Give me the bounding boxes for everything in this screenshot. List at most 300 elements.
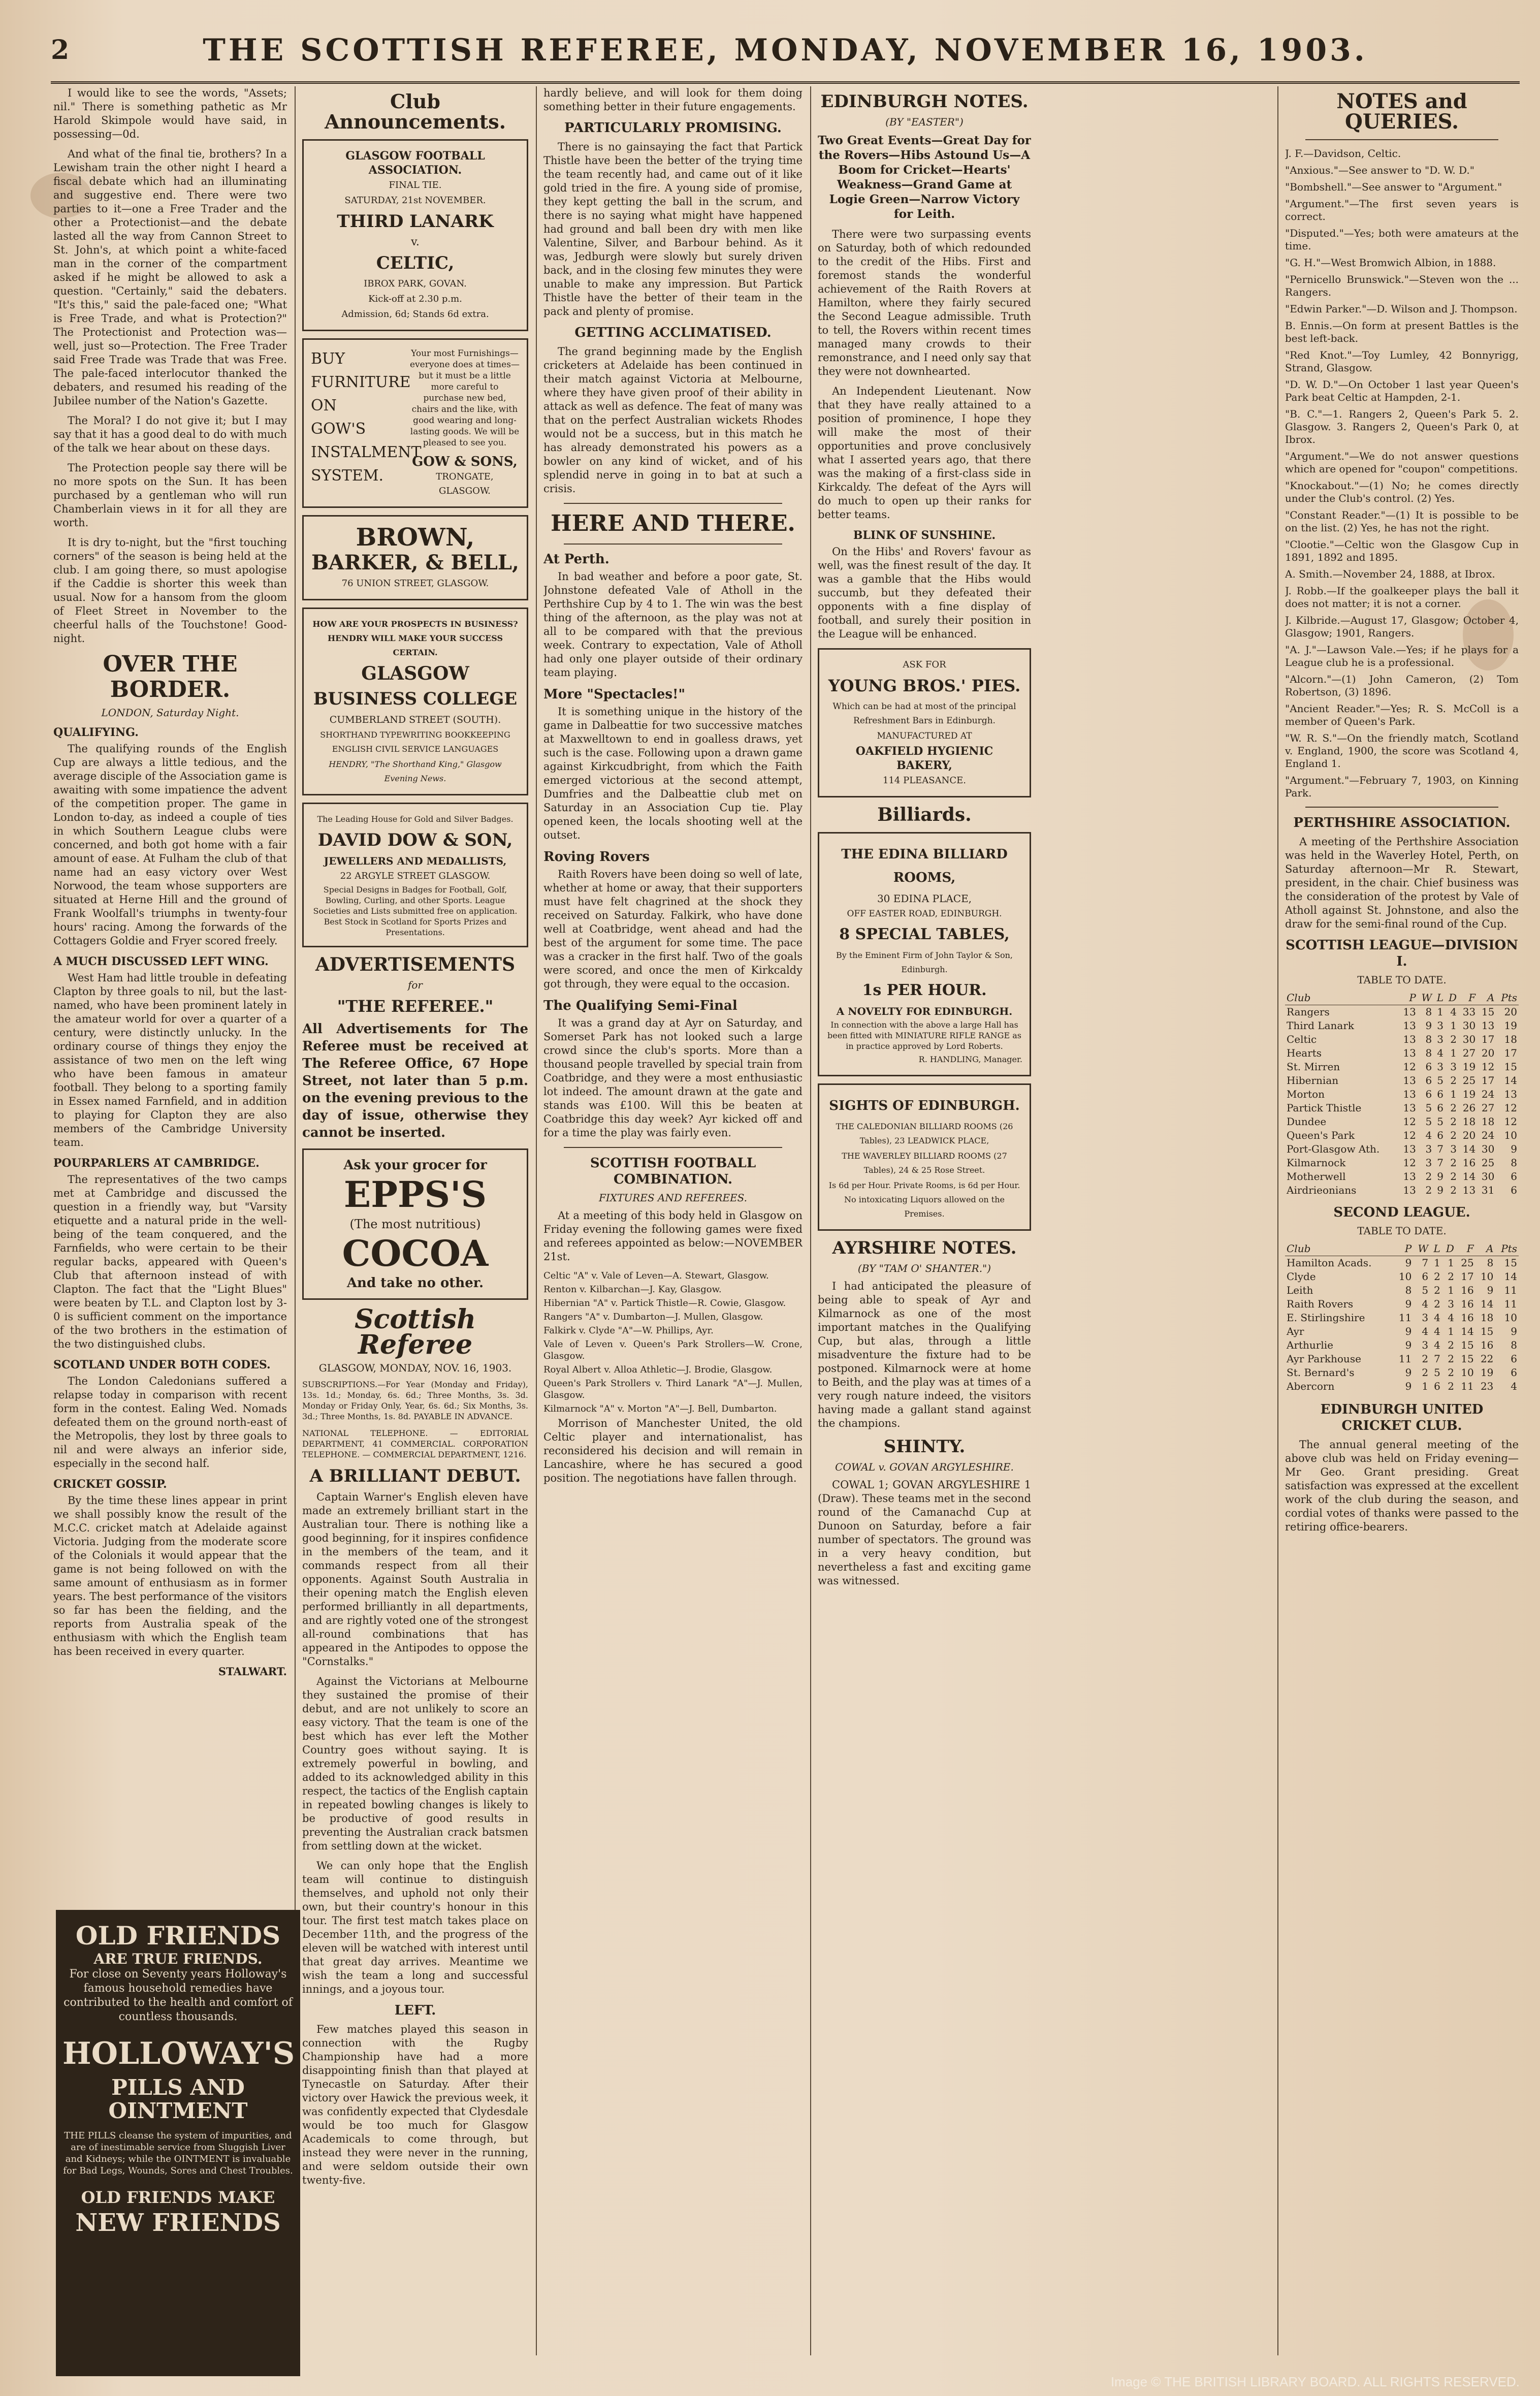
query-answer: "Argument."—The first seven years is correct. <box>1285 198 1519 222</box>
table-cell: 1 <box>1434 1257 1440 1269</box>
table-cell: 6 <box>1434 1380 1440 1392</box>
ad-name: GOW & SONS, <box>412 454 518 469</box>
ad-right <box>410 347 520 499</box>
fixture-line: Queen's Park Strollers v. Third Lanark "A"—J. Mullen, Glasgow. <box>543 1378 803 1400</box>
table-cell: 13 <box>1403 1143 1416 1155</box>
club-name: St. Mirren <box>1287 1061 1340 1073</box>
table-cell: 18 <box>1504 1033 1517 1045</box>
query-answer: "Ancient Reader."—Yes; R. S. McColl is a member of Queen's Park. <box>1285 702 1519 727</box>
table-cell: 4 <box>1425 1129 1432 1141</box>
ad-footer: HENDRY, "The Shorthand King," Glasgow Evening News. <box>329 759 502 783</box>
query-answer: "A. J."—Lawson Vale.—Yes; if he plays for a League club he is a professional. <box>1285 644 1519 668</box>
club-name: Leith <box>1287 1284 1313 1296</box>
table-cell: 3 <box>1437 1061 1443 1073</box>
paragraph: A meeting of the Perthshire Association was held in the Waverley Hotel, Perth, on Saturday afternoon—Mr R. Stewart, president, in the chair. Chief business was the consideration of the protest by Vale of Atholl against St. Johnstone, and also the draw for the semi-final round of the Cup. <box>1285 836 1519 930</box>
sub-heading: The Qualifying Semi-Final <box>543 998 737 1013</box>
table-cell: 7 <box>1437 1143 1443 1155</box>
table-cell: 6 <box>1425 1061 1432 1073</box>
table-cell: 9 <box>1405 1298 1412 1310</box>
table-row <box>1285 1156 1519 1170</box>
club-name: Motherwell <box>1287 1170 1346 1183</box>
table-cell: 14 <box>1480 1298 1494 1310</box>
paragraph: There were two surpassing events on Saturday, both of which redounded to the credit of the Hibs. First and foremost stands the wonderful achievement of the Raith Rovers at Hamilton, where they fairly secured the Second League admissible. Truth to tell, the Rovers within recent times managed many crowds to their remonstrance, and I need only say that they were not downhearted. <box>818 228 1031 377</box>
table-header <box>1285 1242 1519 1256</box>
table-row <box>1285 1352 1519 1366</box>
column-header: A <box>1475 1242 1495 1256</box>
paragraph: On the Hibs' and Rovers' favour as well, was the finest result of the day. It was a gamble that the Hibs would succumb, but they defeated their opponents with a fine display of football, and surely their position in the League will be enhanced. <box>818 546 1031 640</box>
table-cell: 2 <box>1450 1115 1457 1128</box>
fixture-line: Royal Albert v. Alloa Athletic—J. Brodie, Glasgow. <box>543 1364 773 1375</box>
ad-body: For close on Seventy years Holloway's famous household remedies have contributed to the health and comfort of countless thousands. <box>63 1968 293 2023</box>
table-cell: 19 <box>1462 1088 1476 1100</box>
table-cell: 27 <box>1481 1102 1495 1114</box>
table-cell: 16 <box>1462 1157 1476 1169</box>
table-cell: 6 <box>1437 1102 1443 1114</box>
ad-small-print: THE PILLS cleanse the system of impurities, and are of inestimable service from Sluggish Liver and Kidneys; while the OINTMENT is invaluable for Bad Legs, Wounds, Sores and Chest Troubles. <box>63 2130 293 2176</box>
table-cell: 14 <box>1504 1074 1517 1087</box>
table-cell: 4 <box>1434 1339 1440 1351</box>
section-heading: ADVERTISEMENTS <box>315 954 516 975</box>
paragraph: And what of the final tie, brothers? In a Lewisham train the other night I heard a fiscal debate which had an illuminating and suggestive end. There were two parties to it—one a Free Trader and the other a Protectionist—and the debate lasted all the way from Cannon Street to St. John's, at which point a white-faced man in the corner of the compartment asked if he might be allowed to ask a question. "Certainly," said the debaters. "It's this," said the pale-faced one; "What is Free Trade, and what is Protection?" The Protectionist and Protection was—well, just so—Protection. The Free Trader said Free Trade was Trade that was Free. The pale-faced interlocutor thanked the debaters, and resumed his reading of the Jubilee number of the Nation's Gazette. <box>53 148 287 407</box>
table-cell: 1 <box>1448 1325 1454 1337</box>
table-cell: 2 <box>1434 1284 1440 1296</box>
table-cell: 4 <box>1422 1325 1429 1337</box>
table-cell: 13 <box>1403 1047 1416 1059</box>
table-cell: 9 <box>1405 1339 1412 1351</box>
ad-word: ON <box>311 397 337 414</box>
ad-body: MANUFACTURED AT <box>877 731 972 741</box>
fixture-line: Hibernian "A" v. Partick Thistle—R. Cowie, Glasgow. <box>543 1298 786 1308</box>
notice-round: FINAL TIE. <box>389 180 442 190</box>
table-cell: 10 <box>1504 1129 1517 1141</box>
fixture-line: Falkirk v. Clyde "A"—W. Phillips, Ayr. <box>543 1325 714 1336</box>
ad-brand: EPPS'S <box>343 1173 487 1216</box>
section-heading: Club Announcements. <box>325 90 506 133</box>
club-name: Queen's Park <box>1287 1129 1355 1141</box>
query-answer: "G. H."—West Bromwich Albion, in 1888. <box>1285 257 1496 269</box>
query-answer: "Disputed."—Yes; both were amateurs at the time. <box>1285 227 1519 252</box>
query-answer: "Red Knot."—Toy Lumley, 42 Bonnyrigg, Strand, Glasgow. <box>1285 349 1519 374</box>
separator <box>1305 807 1498 808</box>
table-cell: 18 <box>1462 1115 1476 1128</box>
table-cell: 12 <box>1403 1115 1416 1128</box>
table-cell: 24 <box>1481 1129 1495 1141</box>
ad-body: THE WAVERLEY BILLIARD ROOMS (27 Tables), 24 & 25 Rose Street. <box>842 1151 1007 1175</box>
ad-name: JEWELLERS AND MEDALLISTS, <box>324 855 507 867</box>
table-cell: 6 <box>1422 1270 1429 1283</box>
paragraph: The annual general meeting of the above club was held on Friday evening—Mr Geo. Grant presiding. Great satisfaction was expressed at the excellent work of the club during the season, and cordial votes of thanks were passed to the retiring office-bearers. <box>1285 1439 1519 1533</box>
table-cell: 9 <box>1405 1325 1412 1337</box>
paragraph: COWAL 1; GOVAN ARGYLESHIRE 1 (Draw). These teams met in the second round of the Camanachd Cup at Dunoon on Saturday, before a fair number of spectators. The ground was in a very heavy condition, but nevertheless a fast and exciting game was witnessed. <box>818 1479 1031 1587</box>
paragraph: There is no gainsaying the fact that Partick Thistle have been the better of the trying time the team recently had, and came out of it like gold tried in the fire. A young side of promise, they kept getting the ball in the scrum, and there is no saying what might have happened had ground and ball been dry with men like Valentine, Silver, and Barbour behind. As it was, Jedburgh were slowly but surely driven back, and in the closing few minutes they were unable to make any impression. But Partick Thistle have the better of their team in the pack and plenty of promise. <box>543 141 803 317</box>
column-header: D <box>1445 991 1458 1005</box>
table-cell: 16 <box>1461 1312 1474 1324</box>
sub-heading: SCOTLAND UNDER BOTH CODES. <box>53 1358 271 1371</box>
table-cell: 18 <box>1481 1115 1495 1128</box>
club-name: Abercorn <box>1287 1380 1335 1392</box>
ad-body: THE CALEDONIAN BILLIARD ROOMS (26 Tables), 23 LEADWICK PLACE, <box>836 1122 1013 1145</box>
section-heading: SCOTTISH FOOTBALL COMBINATION. <box>590 1156 756 1187</box>
table-cell: 9 <box>1405 1366 1412 1379</box>
ad-body: In connection with the above a large Hall has been fitted with MINIATURE RIFLE RANGE as in practice approved by Lord Roberts. <box>827 1020 1021 1051</box>
table-cell: 11 <box>1398 1312 1412 1324</box>
column-header: P <box>1399 991 1418 1005</box>
ad-name: GLASGOW <box>361 663 469 684</box>
ad-top: The Leading House for Gold and Silver Badges. <box>317 814 514 824</box>
ad-left <box>311 347 422 499</box>
query-answer: "Pernicello Brunswick."—Steven won the ... Rangers. <box>1285 273 1519 298</box>
table-cell: 2 <box>1450 1184 1457 1196</box>
notice-org: GLASGOW FOOTBALL ASSOCIATION. <box>345 149 485 177</box>
table-cell: 33 <box>1462 1006 1476 1018</box>
table-cell: 20 <box>1481 1047 1495 1059</box>
table-cell: 25 <box>1461 1257 1474 1269</box>
column-4 <box>818 86 1031 2366</box>
notice-team2: CELTIC, <box>376 253 455 273</box>
paragraph: I had anticipated the pleasure of being able to speak of Ayr and Kilmarnock as one of the most important matches in the Qualifying Cup, but alas, through a little misadventure the fixture had to be postponed. Kilmarnock were at home to Beith, and the play was at times of a very rough nature indeed, the visitors having made a gallant stand against the champions. <box>818 1280 1031 1429</box>
paragraph: It is something unique in the history of the game in Dalbeattie for two successive matches at Maxwelltown to end in goalless draws, yet such is the case. Following upon a drawn game against Kirkcudbright, from which the Faith emerged victorious at the second attempt, Dumfries and the Dalbeattie club met on Saturday in an Association Cup tie. Play opened keen, the locals shooting well at the outset. <box>543 706 803 841</box>
table-cell: 30 <box>1481 1143 1495 1155</box>
table-cell: 11 <box>1504 1284 1517 1296</box>
table-cell: 10 <box>1398 1270 1412 1283</box>
table-row <box>1285 1256 1519 1270</box>
ad-body: SHORTHAND TYPEWRITING BOOKKEEPING ENGLISH CIVIL SERVICE LANGUAGES <box>320 730 510 754</box>
table-cell: 8 <box>1511 1157 1517 1169</box>
paragraph: Few matches played this season in connection with the Rugby Championship have had a more disappointing finish than that played at Tynecastle on Saturday. After their victory over Hawick the previous week, it was confidently expected that Clydesdale would be too much for Glasgow Academicals to come through, but instead they were never in the running, and were seldom outside their own twenty-five. <box>302 2023 528 2186</box>
column-header: D <box>1442 1242 1456 1256</box>
table-cell: 2 <box>1434 1298 1440 1310</box>
table-cell: 1 <box>1448 1284 1454 1296</box>
table-row <box>1285 1184 1519 1197</box>
paragraph: The Protection people say there will be no more spots on the Sun. It has been purchased by a gentleman who will run Chamberlain views in it for all they are worth. <box>53 462 287 529</box>
ad-brand-sub: PILLS AND OINTMENT <box>108 2075 248 2123</box>
table-cell: 25 <box>1462 1074 1476 1087</box>
table-cell: 4 <box>1448 1312 1454 1324</box>
column-rule <box>536 86 537 2355</box>
table-cell: 30 <box>1462 1019 1476 1032</box>
table-cell: 9 <box>1405 1380 1412 1392</box>
table-cell: 16 <box>1480 1339 1494 1351</box>
david-dow-ad <box>302 803 528 947</box>
telephone: NATIONAL TELEPHONE. — EDITORIAL DEPARTMENT, 41 COMMERCIAL. CORPORATION TELEPHONE. — COMMERCIAL DEPARTMENT, 1216. <box>302 1428 528 1459</box>
dateline: GLASGOW, MONDAY, NOV. 16, 1903. <box>318 1362 512 1374</box>
query-answer: "Anxious."—See answer to "D. W. D." <box>1285 164 1474 176</box>
table-row <box>1285 1019 1519 1033</box>
fixture-line: Celtic "A" v. Vale of Leven—A. Stewart, Glasgow. <box>543 1270 769 1281</box>
section-heading: SCOTTISH LEAGUE—DIVISION I. <box>1286 938 1518 969</box>
table-cell: 12 <box>1403 1129 1416 1141</box>
paragraph: West Ham had little trouble in defeating Clapton by three goals to nil, but the last-named, who have been prominent lately in the amateur world for over a quarter of a century, were distinctly unlucky. In the ordinary course of things they enjoy the assistance of two men on the left wing who have been famous in amateur football. They belong to a sporting family in Essex named Farnfield, and in addition to playing for Clapton they are also members of the Cambridge University team. <box>53 972 287 1148</box>
table-cell: 3 <box>1425 1157 1432 1169</box>
table-cell: 22 <box>1480 1353 1494 1365</box>
table-cell: 7 <box>1434 1353 1440 1365</box>
table-cell: 2 <box>1448 1380 1454 1392</box>
ad-name: BUSINESS COLLEGE <box>313 689 518 709</box>
table-cell: 3 <box>1450 1061 1457 1073</box>
league-table-division-1 <box>1285 991 1519 1197</box>
paragraph: It was a grand day at Ayr on Saturday, and Somerset Park has not looked such a large crowd since the club's sports. More than a thousand people travelled by special train from Coatbridge, and they were a most enthusiastic lot indeed. The amount drawn at the gate and stands was £100. Will this be beaten at Coatbridge this day week? Ayr kicked off and for a time the play was fairly even. <box>543 1017 803 1139</box>
table-cell: 3 <box>1450 1143 1457 1155</box>
ad-top: Ask your grocer for <box>343 1158 487 1173</box>
ad-tables: 8 SPECIAL TABLES, <box>839 925 1010 943</box>
ad-body: By the Eminent Firm of John Taylor & Son, Edinburgh. <box>836 950 1013 974</box>
column-header: W <box>1418 991 1433 1005</box>
paragraph: Captain Warner's English eleven have made an extremely brilliant start in the Australian tour. There is nothing like a good beginning, for it inspires confidence in the members of the team, and it commands respect from all their opponents. Against South Australia in their opening match the English eleven performed brilliantly in all departments, and are rightly voted one of the strongest all-round combinations that has appeared in the Antipodes to oppose the "Cornstalks." <box>302 1491 528 1668</box>
table-cell: 1 <box>1437 1006 1443 1018</box>
fixture-line: Rangers "A" v. Dumbarton—J. Mullen, Glasgow. <box>543 1312 763 1322</box>
ad-footer: NEW FRIENDS <box>75 2209 281 2237</box>
newspaper-title: THE SCOTTISH REFEREE, MONDAY, NOVEMBER 16, 1903. <box>203 33 1368 68</box>
paragraph: The representatives of the two camps met at Cambridge and discussed the question in a friendly way, but "Varsity etiquette and a natural pride in the well-being of the team conquered, and the Farnfields, who were certain to be their regular backs, appeared with Queen's Club that afternoon instead of with Clapton. The fact that the "Light Blues" were beaten by T.L. and Clapton lost by 3-0 is sufficient comment on the importance of the two brothers in the estimation of the two distinguished clubs. <box>53 1173 287 1350</box>
table-row <box>1285 1270 1519 1284</box>
table-cell: 15 <box>1481 1006 1495 1018</box>
ad-word: BUY <box>311 350 345 368</box>
club-name: St. Bernard's <box>1287 1366 1355 1379</box>
table-cell: 8 <box>1425 1006 1432 1018</box>
club-name: E. Stirlingshire <box>1287 1312 1365 1324</box>
table-row <box>1285 1325 1519 1338</box>
separator <box>1305 139 1498 140</box>
table-cell: 5 <box>1437 1115 1443 1128</box>
paragraph: All Advertisements for The Referee must be received at The Referee Office, 67 Hope Street, not later than 5 p.m. on the evening previous to the day of issue, otherwise they cannot be inserted. <box>302 1021 528 1140</box>
table-cell: 4 <box>1434 1325 1440 1337</box>
table-cell: 13 <box>1403 1088 1416 1100</box>
ad-tag: (The most nutritious) <box>349 1217 481 1231</box>
paragraph: I would like to see the words, "Assets; nil." There is something pathetic as Mr Harold Skimpole would have said, in possessing—0d. <box>53 87 287 140</box>
column-header: Club <box>1285 1242 1394 1256</box>
ad-body: Which can be had at most of the principal Refreshment Bars in Edinburgh. <box>832 701 1016 726</box>
table-cell: 11 <box>1504 1298 1517 1310</box>
table-row <box>1285 1311 1519 1325</box>
query-answer: "Constant Reader."—(1) It is possible to be on the list. (2) Yes, he has not the right. <box>1285 509 1519 534</box>
separator <box>564 503 782 504</box>
sub-heading: QUALIFYING. <box>53 726 139 739</box>
section-heading: SECOND LEAGUE. <box>1333 1205 1470 1220</box>
table-cell: 16 <box>1461 1298 1474 1310</box>
table-row <box>1285 1170 1519 1184</box>
table-cell: 6 <box>1511 1353 1517 1365</box>
club-name: Hearts <box>1287 1047 1322 1059</box>
table-cell: 1 <box>1450 1088 1457 1100</box>
club-name: Hamilton Acads. <box>1287 1257 1372 1269</box>
club-name: Raith Rovers <box>1287 1298 1354 1310</box>
league-table-division-2 <box>1285 1242 1519 1393</box>
fixture-line: Kilmarnock "A" v. Morton "A"—J. Bell, Dumbarton. <box>543 1403 777 1414</box>
table-cell: 13 <box>1504 1088 1517 1100</box>
ad-name: OAKFIELD HYGIENIC BAKERY, <box>855 745 993 772</box>
paragraph: The Moral? I do not give it; but I may say that it has a good deal to do with much of the talk we hear about on these days. <box>53 414 287 454</box>
query-answer: "Argument."—We do not answer questions which are opened for "coupon" competitions. <box>1285 450 1519 475</box>
club-name: Third Lanark <box>1287 1019 1355 1032</box>
table-row <box>1285 1129 1519 1142</box>
table-cell: 4 <box>1450 1006 1457 1018</box>
paragraph: We can only hope that the English team will continue to distinguish themselves, and uphold not only their own, but their country's honour in this tour. The first test match takes place on December 11th, and the progress of the eleven will be watched with interest until that great day arrives. Meantime we wish the team a long and successful innings, and a joyous tour. <box>302 1860 528 1995</box>
page-number: 2 <box>51 35 70 66</box>
table-cell: 8 <box>1425 1033 1432 1045</box>
table-cell: 2 <box>1450 1102 1457 1114</box>
table-cell: 2 <box>1425 1170 1432 1183</box>
ad-brand: YOUNG BROS.' PIES. <box>828 676 1021 695</box>
table-cell: 8 <box>1511 1339 1517 1351</box>
paragraph: The London Caledonians suffered a relapse today in comparison with recent form in the contest. Ealing Wed. Nomads defeated them on the ground north-east of the Metropolis, they lost by three goals to nil and were always an inferior side, especially in the second half. <box>53 1375 287 1469</box>
query-answer: "Edwin Parker."—D. Wilson and J. Thompson. <box>1285 303 1518 315</box>
sub-line: COWAL v. GOVAN ARGYLESHIRE. <box>835 1461 1014 1473</box>
club-name: Clyde <box>1287 1270 1316 1283</box>
table-cell: 10 <box>1480 1270 1494 1283</box>
paragraph: The grand beginning made by the English cricketers at Adelaide has been continued in their match against Victoria at Melbourne, where they have given proof of their ability in attack as well as defence. The feat of many was that on the perfect Australian wickets Rhodes would not be a success, but in this match he has already demonstrated his powers as a bowler on any kind of wicket, and of his splendid nerve in going in to bat at such a crisis. <box>543 345 803 495</box>
table-cell: 15 <box>1461 1353 1474 1365</box>
query-answer: J. F.—Davidson, Celtic. <box>1285 147 1401 159</box>
table-cell: 6 <box>1425 1074 1432 1087</box>
table-cell: 27 <box>1462 1047 1476 1059</box>
column-header: F <box>1456 1242 1475 1256</box>
ad-price: 1s PER HOUR. <box>862 981 987 999</box>
query-answer: "D. W. D."—On October 1 last year Queen's Park beat Celtic at Hampden, 2-1. <box>1285 378 1519 403</box>
notice-admission: Admission, 6d; Stands 6d extra. <box>341 309 489 320</box>
byline: (BY "EASTER") <box>885 116 964 128</box>
table-cell: 2 <box>1448 1353 1454 1365</box>
table-cell: 5 <box>1425 1102 1432 1114</box>
ad-subheadline: ARE TRUE FRIENDS. <box>93 1951 263 1967</box>
table-cell: 3 <box>1437 1019 1443 1032</box>
holloways-ad <box>56 1910 300 2376</box>
column-header: A <box>1477 991 1496 1005</box>
table-cell: 10 <box>1461 1366 1474 1379</box>
queries-list <box>1285 147 1519 800</box>
table-cell: 2 <box>1425 1184 1432 1196</box>
column-header: F <box>1458 991 1477 1005</box>
ad-manager: R. HANDLING, Manager. <box>918 1055 1022 1064</box>
table-cell: 5 <box>1425 1115 1432 1128</box>
table-cell: 30 <box>1462 1033 1476 1045</box>
section-heading: SHINTY. <box>883 1436 966 1457</box>
column-header: L <box>1430 1242 1442 1256</box>
ad-address: 114 PLEASANCE. <box>883 775 966 786</box>
column-header: P <box>1394 1242 1414 1256</box>
section-heading: PARTICULARLY PROMISING. <box>564 120 782 136</box>
club-name: Arthurlie <box>1287 1339 1333 1351</box>
club-name: Ayr Parkhouse <box>1287 1353 1361 1365</box>
table-cell: 6 <box>1425 1088 1432 1100</box>
table-cell: 11 <box>1461 1380 1474 1392</box>
table-cell: 8 <box>1487 1257 1494 1269</box>
table-cell: 8 <box>1425 1047 1432 1059</box>
table-cell: 7 <box>1422 1257 1429 1269</box>
column-rule <box>810 86 811 2355</box>
sub-line: TABLE TO DATE. <box>1357 974 1447 986</box>
byline: (BY "TAM O' SHANTER.") <box>857 1262 991 1274</box>
table-row <box>1285 1060 1519 1074</box>
section-heading: OVER THE BORDER. <box>103 651 238 702</box>
table-cell: 6 <box>1437 1088 1443 1100</box>
table-cell: 2 <box>1422 1353 1429 1365</box>
query-answer: "Knockabout."—(1) No; he comes directly under the Club's control. (2) Yes. <box>1285 480 1519 504</box>
ad-top: ASK FOR <box>903 659 946 670</box>
table-cell: 24 <box>1481 1088 1495 1100</box>
paragraph: The qualifying rounds of the English Cup are always a little tedious, and the average disciple of the Association game is awaiting with some impatience the advent of the competition proper. The game in London to-day, as indeed a couple of ties in which Southern League clubs were concerned, and both got home with a fair amount of ease. At Fulham the club of that name had an easy victory over West Norwood, the team whose supporters are situated at Herne Hill and the ground of Frank Woolfall's triumphs in twenty-four hours' racing. Among the forwards of the Cottagers Goldie and Fryer scored freely. <box>53 743 287 947</box>
query-answer: A. Smith.—November 24, 1888, at Ibrox. <box>1285 568 1495 580</box>
query-answer: J. Kilbride.—August 17, Glasgow; October 4, Glasgow; 1901, Rangers. <box>1285 614 1519 639</box>
table-row <box>1285 1366 1519 1380</box>
dateline: LONDON, Saturday Night. <box>101 707 239 719</box>
club-name: Ayr <box>1287 1325 1304 1337</box>
table-cell: 3 <box>1448 1298 1454 1310</box>
paragraph: By the time these lines appear in print we shall possibly know the result of the M.C.C. cricket match at Adelaide against Victoria. Judging from the moderate score of the Colonials it would appear that the game is not being followed on with the same amount of enthusiasm as in former years. The best performance of the visitors so far has been the fielding, and the reports from Australia speak of the enthusiasm with which the English team has been received in every quarter. <box>53 1494 287 1657</box>
image-credit: Image © THE BRITISH LIBRARY BOARD. ALL RIGHTS RESERVED. <box>1110 2374 1520 2389</box>
table-cell: 2 <box>1450 1157 1457 1169</box>
table-cell: 31 <box>1481 1184 1495 1196</box>
table-cell: 9 <box>1437 1170 1443 1183</box>
table-cell: 5 <box>1437 1074 1443 1087</box>
table-row <box>1285 1033 1519 1046</box>
table-cell: 2 <box>1450 1033 1457 1045</box>
table-cell: 15 <box>1461 1339 1474 1351</box>
table-cell: 17 <box>1481 1074 1495 1087</box>
table-cell: 17 <box>1481 1033 1495 1045</box>
paragraph: Raith Rovers have been doing so well of late, whether at home or away, that their supporters must have felt chagrined at the shock they received on Saturday. Falkirk, who have done well at Coatbridge, went ahead and had the best of the argument for some time. The pace was a cracker in the first half. Two of the goals were scored, and once the men of Kirkcaldy got through, they were equal to the occasion. <box>543 868 803 990</box>
table-cell: 2 <box>1450 1129 1457 1141</box>
table-cell: 13 <box>1403 1019 1416 1032</box>
table-cell: 2 <box>1448 1270 1454 1283</box>
table-header <box>1285 991 1519 1005</box>
query-answer: B. Ennis.—On form at present Battles is the best left-back. <box>1285 320 1519 344</box>
section-heading: EDINBURGH UNITED CRICKET CLUB. <box>1320 1402 1484 1433</box>
column-5 <box>1285 86 1519 2366</box>
ad-word: GOW'S <box>311 420 366 438</box>
table-cell: 17 <box>1504 1047 1517 1059</box>
separator <box>564 544 782 545</box>
match-notice <box>302 139 528 331</box>
ad-name: BROWN, <box>356 523 475 552</box>
ad-word: FURNITURE <box>311 373 411 391</box>
query-answer: "Argument."—February 7, 1903, on Kinning Park. <box>1285 774 1519 799</box>
query-answer: J. Robb.—If the goalkeeper plays the ball it does not matter; it is not a corner. <box>1285 585 1519 610</box>
table-cell: 15 <box>1504 1061 1517 1073</box>
table-cell: 13 <box>1403 1102 1416 1114</box>
club-name: Airdrieonians <box>1287 1184 1357 1196</box>
table-row <box>1285 1088 1519 1101</box>
gows-furniture-ad <box>302 338 528 508</box>
table-cell: 17 <box>1461 1270 1474 1283</box>
section-heading: LEFT. <box>394 2003 436 2018</box>
section-heading: EDINBURGH NOTES. <box>820 91 1029 112</box>
query-answer: "W. R. S."—On the friendly match, Scotland v. England, 1900, the score was Scotland 4, England 1. <box>1285 732 1519 770</box>
table-cell: 16 <box>1461 1284 1474 1296</box>
table-cell: 2 <box>1448 1339 1454 1351</box>
table-cell: 9 <box>1511 1325 1517 1337</box>
ad-body: Your most Furnishings—everyone does at times—but it must be a little more careful to purchase new bed, chairs and the like, with good wearing and long-lasting goods. We will be pleased to see you. <box>409 348 520 448</box>
ad-name: THE EDINA BILLIARD ROOMS, <box>841 847 1008 885</box>
table-body <box>1285 1256 1519 1394</box>
table-cell: 18 <box>1480 1312 1494 1324</box>
ad-footer: OLD FRIENDS MAKE <box>81 2188 275 2207</box>
table-cell: 19 <box>1462 1061 1476 1073</box>
notice-team1: THIRD LANARK <box>337 211 494 232</box>
notice-venue: IBROX PARK, GOVAN. <box>364 278 467 289</box>
table-row <box>1285 1046 1519 1060</box>
table-cell: 6 <box>1511 1184 1517 1196</box>
table-cell: 19 <box>1480 1366 1494 1379</box>
ad-address: TRONGATE, GLASGOW. <box>436 471 494 496</box>
ad-name: DAVID DOW & SON, <box>317 830 513 850</box>
table-cell: 9 <box>1437 1184 1443 1196</box>
table-row <box>1285 1115 1519 1129</box>
table-cell: 3 <box>1422 1312 1429 1324</box>
club-name: Celtic <box>1287 1033 1317 1045</box>
section-heading: HERE AND THERE. <box>551 510 795 536</box>
section-heading: "THE REFEREE." <box>337 997 494 1016</box>
table-cell: 14 <box>1504 1270 1517 1283</box>
